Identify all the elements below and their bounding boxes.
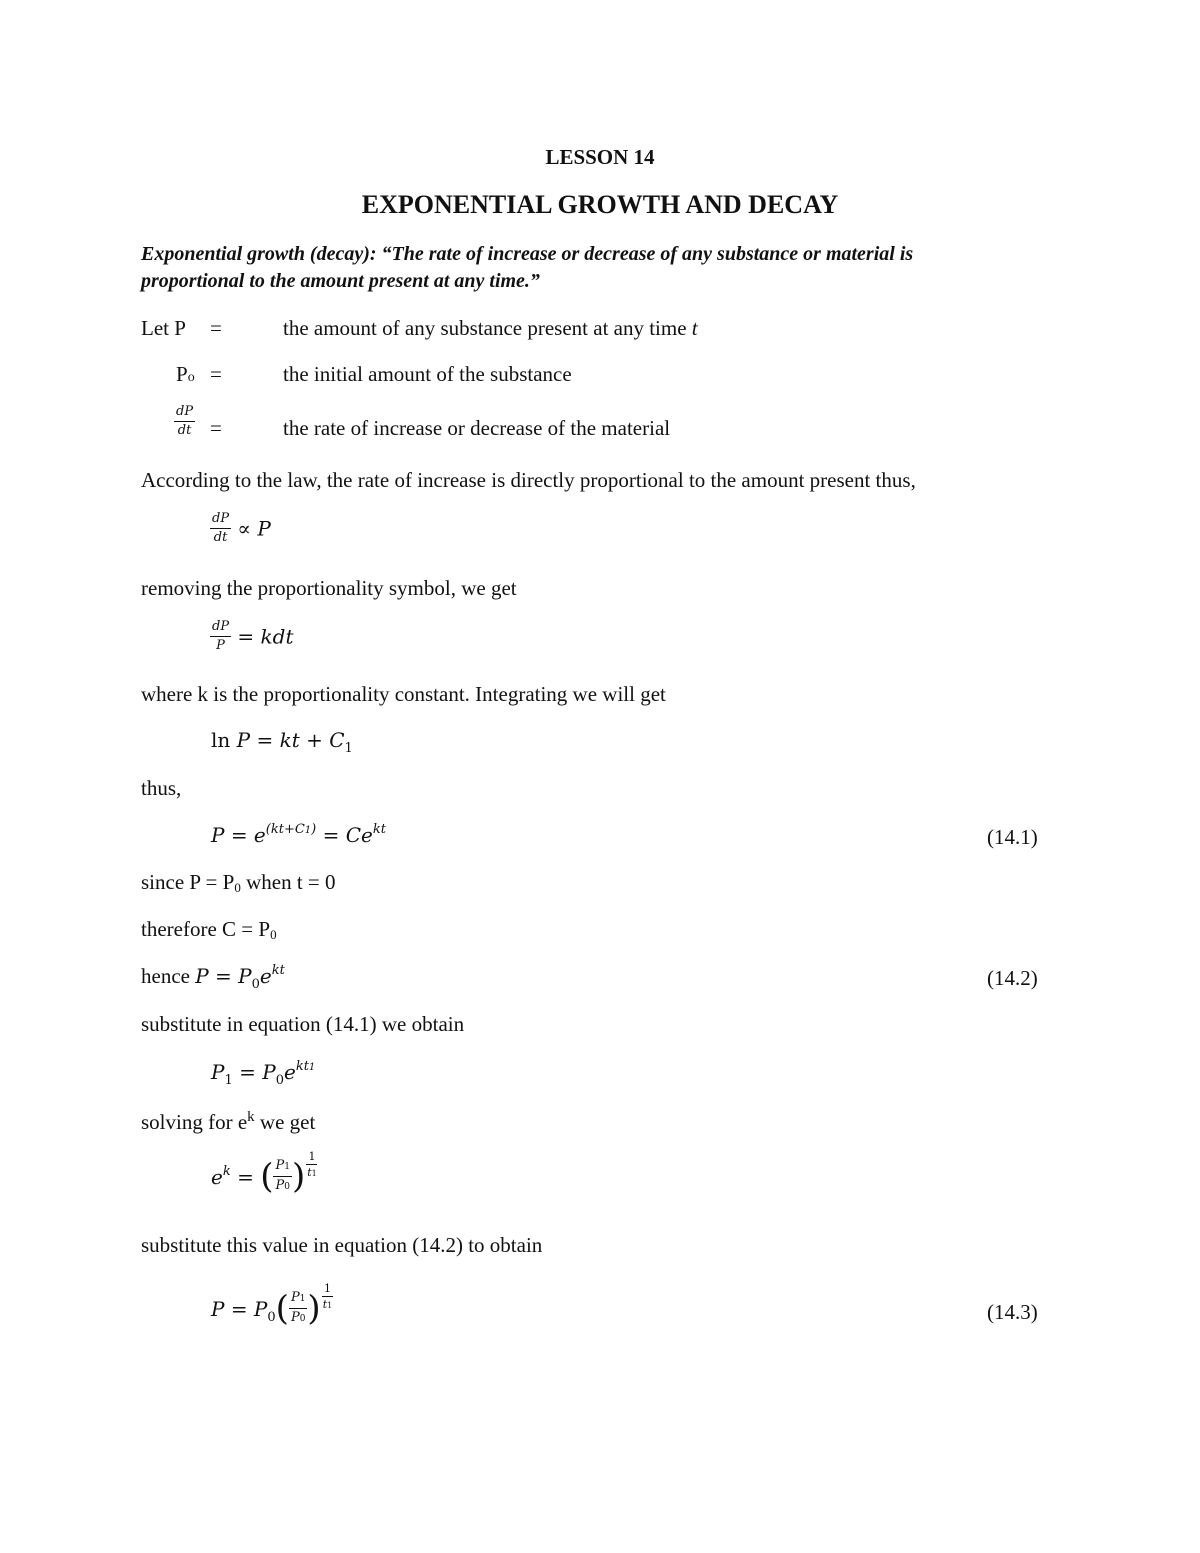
p1-symbol: P	[211, 1060, 225, 1084]
equation-number-14-3: (14.3)	[987, 1300, 1038, 1324]
ln-equation	[211, 728, 353, 756]
substitute-text-2: substitute this value in equation (14.2) to obtain	[141, 1233, 543, 1257]
eq1-left: P = e	[211, 823, 266, 847]
eq3-power-denominator-sub: 1	[327, 1301, 333, 1310]
ek-denominator: P	[275, 1178, 285, 1193]
p-definition-text: the amount of any substance present at any time	[283, 316, 692, 340]
sep-rest: = kdt	[231, 624, 294, 649]
where-text: where k is the proportionality constant. Integrating we will get	[141, 682, 666, 706]
ek-power-denominator-sub: 1	[311, 1169, 317, 1178]
prop-rest: ∝ P	[231, 516, 271, 541]
ln-rest: P = kt + C	[230, 728, 345, 752]
thus-text: thus,	[141, 776, 182, 800]
eq3-numerator: P	[290, 1290, 300, 1305]
p1-exponent: kt	[295, 1059, 309, 1074]
p0-label	[176, 362, 195, 390]
according-text: According to the law, the rate of increase is directly proportional to the amount present thus,	[141, 468, 916, 492]
equation-14-1	[211, 823, 386, 847]
eq1-right-exponent: kt	[372, 822, 386, 837]
equation-14-3: $P = P_0$( $\frac{P1}{P0}$ ) $\frac{1}{t1}$	[211, 1282, 333, 1329]
rate-denominator: dt	[177, 423, 192, 438]
eq3-left: P = P	[211, 1296, 268, 1321]
since-part-a: since P = P	[141, 870, 235, 894]
equation-14-2	[141, 964, 285, 992]
prop-denominator: dt	[213, 530, 228, 545]
solving-text	[141, 1110, 315, 1137]
ek-power-numerator: 1	[308, 1150, 316, 1163]
ek-numerator: P	[275, 1158, 285, 1173]
eq3-power-denominator: t	[322, 1298, 328, 1311]
ln-subscript: 1	[344, 741, 353, 756]
eq1-right: = Ce	[316, 823, 373, 847]
eq3-subscript: 0	[267, 1309, 276, 1325]
rate-fraction	[174, 404, 195, 439]
p1-subscript: 1	[224, 1073, 233, 1088]
p-definition	[283, 316, 698, 340]
lesson-number: LESSON 14	[545, 145, 655, 169]
p0-definition: the initial amount of the substance	[283, 362, 572, 386]
equals-sign: =	[210, 416, 222, 440]
eq3-numerator-sub: 1	[299, 1294, 306, 1304]
hence-word: hence	[141, 964, 196, 988]
p1-e: e	[283, 1060, 296, 1084]
therefore-part-a: therefore C = P	[141, 917, 271, 941]
rate-definition: the rate of increase or decrease of the material	[283, 416, 671, 440]
therefore-subscript: 0	[270, 927, 277, 942]
p0-symbol: P	[176, 362, 188, 386]
ek-e: e	[211, 1164, 223, 1189]
solving-part-b: we get	[254, 1110, 316, 1134]
equation-number-14-1: (14.1)	[987, 825, 1038, 849]
eq1-exponent-close: )	[311, 822, 317, 837]
equals-sign: =	[210, 362, 222, 386]
hence-left: P = P	[195, 964, 252, 988]
ek-equation: $e^k$ = ( $\frac{P1}{P0}$ ) $\frac{1}{t1}$	[211, 1150, 317, 1197]
time-variable: t	[691, 316, 698, 340]
eq3-denominator: P	[290, 1310, 300, 1325]
p1-equals-p: = P	[232, 1060, 276, 1084]
eq3-denominator-sub: 0	[299, 1314, 306, 1324]
eq1-exponent-sub: 1	[304, 825, 312, 836]
ek-equals: =	[230, 1164, 261, 1189]
since-part-b: when t = 0	[240, 870, 336, 894]
eq1-exponent: (kt+C	[265, 822, 305, 837]
sep-denominator: P	[216, 638, 225, 653]
p1-subscript-0: 0	[275, 1073, 284, 1088]
ek-power-denominator: t	[307, 1166, 312, 1179]
substitute-text-1: substitute in equation (14.1) we obtain	[141, 1012, 465, 1036]
therefore-text	[141, 917, 277, 944]
since-subscript: 0	[234, 880, 241, 895]
solving-part-a: solving for e	[141, 1110, 248, 1134]
hence-e: e	[259, 964, 272, 988]
eq3-power-numerator: 1	[323, 1282, 331, 1295]
rate-numerator: dP	[174, 404, 195, 422]
proportional-equation	[210, 511, 271, 546]
sep-numerator: dP	[210, 619, 231, 637]
definition-line-2: proportional to the amount present at any time.”	[141, 270, 540, 292]
p1-exponent-sub: 1	[308, 1062, 316, 1073]
since-text	[141, 870, 336, 897]
ek-numerator-sub: 1	[284, 1162, 290, 1172]
equals-sign: =	[210, 316, 222, 340]
ln-function: ln	[211, 728, 231, 752]
removing-text: removing the proportionality symbol, we get	[141, 576, 517, 600]
prop-numerator: dP	[210, 511, 231, 529]
hence-subscript: 0	[251, 977, 260, 992]
ek-denominator-sub: 0	[284, 1182, 290, 1192]
ek-exponent: k	[222, 1163, 231, 1179]
separation-equation	[210, 619, 294, 654]
definition-line-1: Exponential growth (decay): “The rate of increase or decrease of any substance or material is	[141, 243, 914, 265]
p0-subscript: o	[187, 370, 195, 385]
equation-number-14-2: (14.2)	[987, 966, 1038, 990]
hence-exponent: kt	[271, 963, 285, 978]
page-title: EXPONENTIAL GROWTH AND DECAY	[361, 190, 839, 219]
let-p-label: Let P	[141, 316, 186, 340]
p1-equation	[211, 1059, 316, 1088]
solving-superscript: k	[247, 1109, 255, 1125]
